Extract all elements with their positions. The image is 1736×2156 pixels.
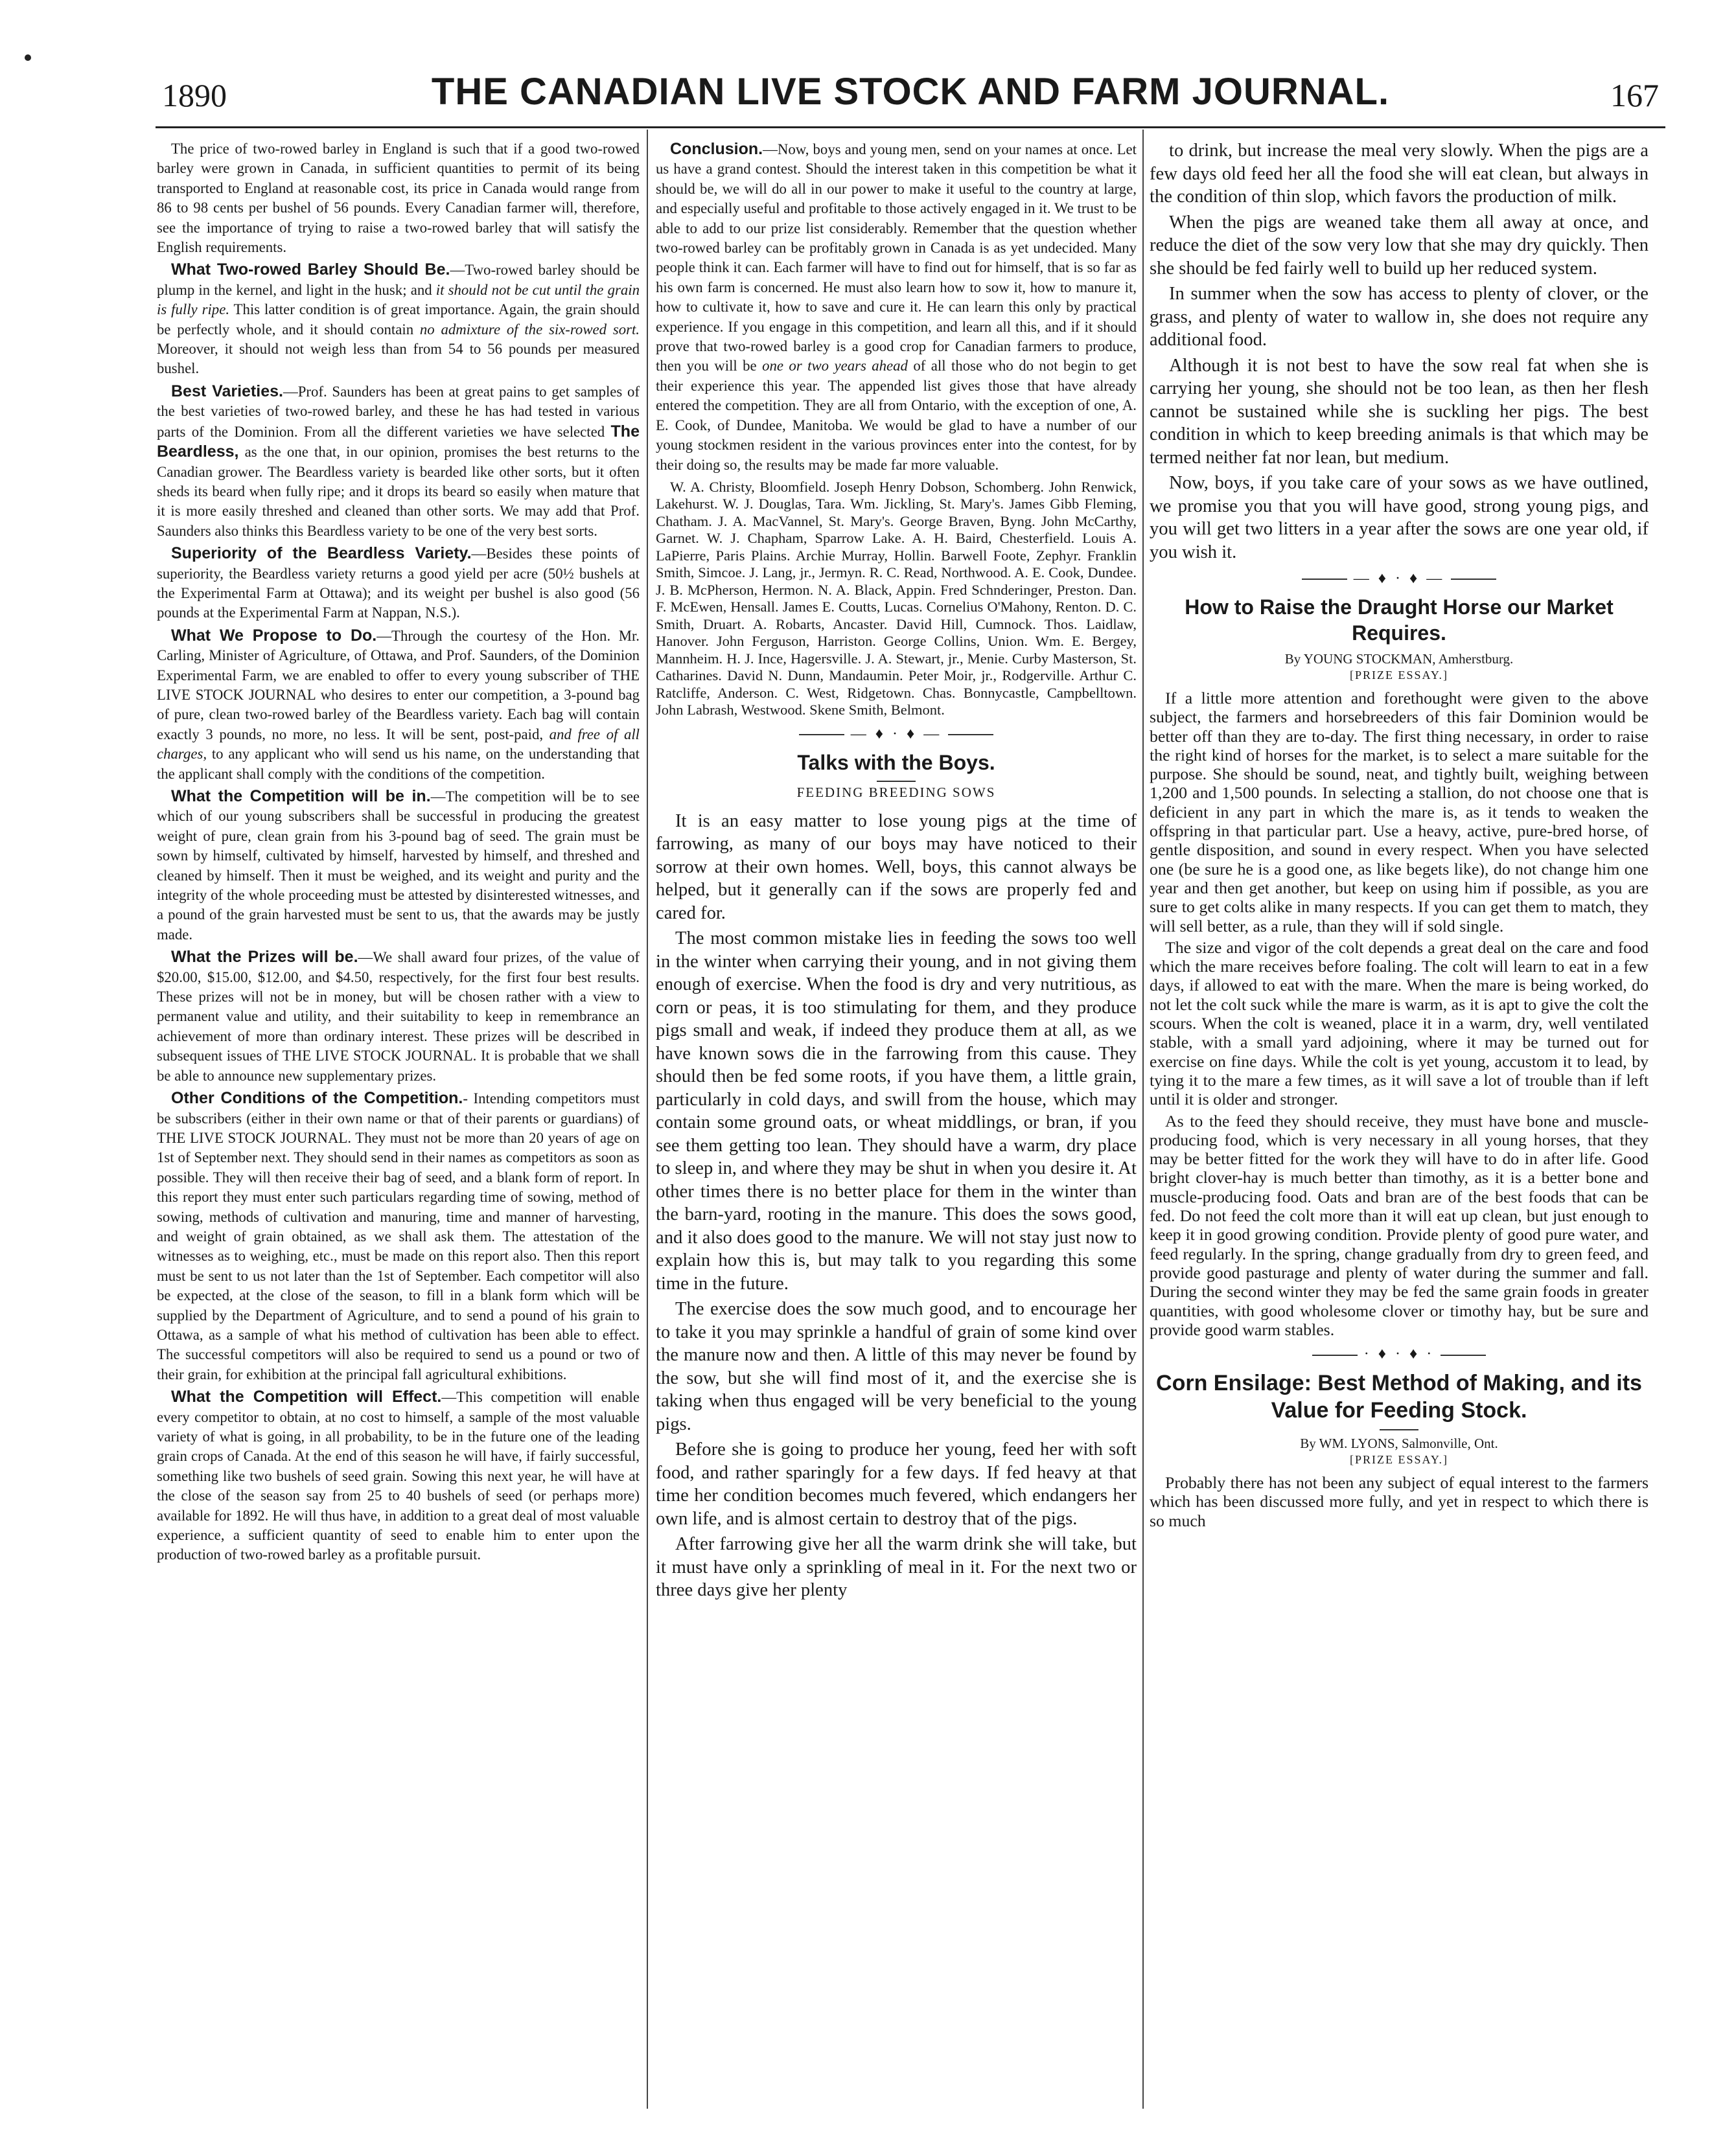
page-number: 167 bbox=[1610, 77, 1659, 113]
section-heading: What We Propose to Do. bbox=[171, 626, 377, 645]
header-rule bbox=[156, 126, 1665, 128]
title-rule bbox=[1380, 1429, 1418, 1430]
column-divider bbox=[1142, 130, 1144, 2109]
header-year: 1890 bbox=[162, 77, 227, 113]
article-paragraph: After farrowing give her all the warm drink she will take, but it must have only a sprinkling of meal in it. For the next two or three days give her plenty bbox=[656, 1534, 1137, 1601]
section-paragraph: What the Competition will be in.—The competition will be to see which of our young subscribers shall be successful in producing the greatest weight of pure, clean grain from his 3-pound bag of seed. The grain must be sown by himself, cultivated by himself, harvested by himself, and threshed and cleaned by himself. Then it must be weighed, and its weight and purity and the integrity of the whole proceeding must be attested by disinterested witnesses, and a pound of the grain harvested must be sent to us, that the awards may be justly made. bbox=[157, 787, 640, 943]
article-paragraph: Before she is going to produce her young, feed her with soft food, and rather sparingly for a few days. If fed heavy at that time her condition becomes much fevered, which endangers her own life, and is almost certain to destroy that of the pigs. bbox=[656, 1439, 1137, 1529]
article-title: Talks with the Boys. bbox=[797, 750, 995, 774]
article-paragraph: Probably there has not been any subject of equal interest to the farmers which has been discussed more fully, and yet in respect to which there is so much bbox=[1150, 1473, 1649, 1530]
section-paragraph: What Two-rowed Barley Should Be.—Two-rowed barley should be plump in the kernel, and light in the husk; and it should not be cut until the grain is fully ripe. This latter condition is of great importance. Again, the grain should be perfectly whole, and it should contain no admixture of the six-rowed sort. Moreover, it should not weigh less than from 54 to 56 pounds per measured bushel. bbox=[157, 260, 640, 377]
section-paragraph: What We Propose to Do.—Through the courtesy of the Hon. Mr. Carling, Minister of Agriculture, of Ottawa, and Prof. Saunders, of the Dominion Experimental Farm, we are enabled to offer to every young subscriber of THE LIVE STOCK JOURNAL who desires to enter our competition, a 3-pound bag of pure, clean two-rowed barley of the Beardless variety. Each bag will contain exactly 3 pounds, no more, no less. It will be sent, post-paid, and free of all charges, to any applicant who will send us his name, on the understanding that the applicant shall comply with the conditions of the competition. bbox=[157, 626, 640, 782]
article-paragraph: to drink, but increase the meal very slowly. When the pigs are a few days old feed her all the food she will eat clean, but always in the condition of thin slop, which favors the production of milk. bbox=[1150, 141, 1649, 207]
article-title: How to Raise the Draught Horse our Market Requires. bbox=[1185, 595, 1614, 645]
section-heading: Superiority of the Beardless Variety. bbox=[171, 544, 472, 563]
section-heading: What the Prizes will be. bbox=[171, 948, 358, 967]
article-paragraph: When the pigs are weaned take them all away at once, and reduce the diet of the sow very low that she may dry quickly. Then she should be fed fairly well to build up her reduced system. bbox=[1150, 212, 1649, 279]
section-paragraph: Best Varieties.—Prof. Saunders has been at great pains to get samples of the best varieties of two-rowed barley, and these he has had tested in various parts of the Dominion. From all the different varieties we have selected The Beardless, as the one that, in our opinion, promises the best returns to the Canadian grower. The Beardless variety is bearded like other sorts, but it often sheds its beard when fully ripe; and it drops its beard so easily when mature that it is more easily threshed and cleaned than other sorts. We may add that Prof. Saunders also thinks this Beardless variety to be one of the very best sorts. bbox=[157, 382, 640, 539]
section-heading: Best Varieties. bbox=[171, 382, 283, 400]
column-3 bbox=[1150, 139, 1649, 2105]
page-header bbox=[162, 70, 1659, 123]
section-separator: — ♦ · ♦ — bbox=[1150, 570, 1649, 588]
section-paragraph: Superiority of the Beardless Variety.—Besides these points of superiority, the Beardless variety returns a good yield per acre (50½ bushels at the Experimental Farm at Ottawa); and its weight per bushel is also good (56 pounds at the Experimental Farm at Nappan, N.S.). bbox=[157, 544, 640, 621]
section-paragraph: What the Competition will Effect.—This competition will enable every competitor to obtain, at no cost to himself, a sample of the most valuable variety of what is going, in all probability, to be in the future one of the leading grain crops of Canada. At the end of this season he will have, if fairly successful, something like two bushels of seed grain. Sowing this next year, he will have at the close of the season say from 25 to 40 bushels of seed (or perhaps more) available for 1892. He will thus have, in addition to a great deal of most valuable experience, a sufficient quantity of seed to enable him to enter upon the production of two-rowed barley as a profitable pursuit. bbox=[157, 1388, 640, 1563]
section-separator: — ♦ · ♦ — bbox=[656, 726, 1137, 743]
section-heading: What the Competition will be in. bbox=[171, 787, 431, 805]
title-rule bbox=[877, 781, 916, 782]
column-divider bbox=[647, 130, 648, 2109]
article-paragraph: The size and vigor of the colt depends a great deal on the care and food which the mare receives before foaling. The colt will learn to eat in a few days, if allowed to eat with the mare. When the mare is being worked, do not let the colt suck while the mare is warm, as it is apt to give the colt the scours. When the colt is weaned, place it in a warm, dry, well ventilated stable, with a small yard adjoining, where it may be turned out for exercise on fine days. While the colt is yet young, accustom it to lead, by tying it to the mare a few times, as it will save a lot of trouble than if left until it is older and stronger. bbox=[1150, 937, 1649, 1109]
stray-ink-mark bbox=[25, 54, 31, 61]
article-paragraph: It is an easy matter to lose young pigs at the time of farrowing, as many of our boys may have noticed to their sorrow at their own homes. Well, boys, this cannot always be helped, but it generally can if the sows are properly fed and cared for. bbox=[656, 810, 1137, 923]
section-heading: Conclusion. bbox=[670, 140, 763, 158]
section-paragraph: Other Conditions of the Competition.- Intending competitors must be subscribers (either in their own name or that of their parents or guardians) of THE LIVE STOCK JOURNAL. They must not be more than 20 years of age on 1st of September next. They should send in their names as competitors as soon as possible. They will then receive their bag of seed, and a blank form of report. In this report they must enter such particulars regarding time of sowing, method of sowing, methods of cultivation and manuring, time and manner of harvesting, and weight of grain obtained, as we shall ask them. The attestation of the witnesses as to weighing, etc., must be made on this report also. Then this report must be sent to us not later than the 1st of September. Each competitor will also be expected, at the close of the season, to fill in a blank form which will be supplied by the Department of Agriculture, and to send a pound of his grain to Ottawa, as a sample of what his method of cultivation has been able to effect. The successful competitors will also be required to send us a pound or two of their grain, for exhibition at the principal fall agricultural exhibitions. bbox=[157, 1089, 640, 1382]
article-paragraph: The exercise does the sow much good, and to encourage her to take it you may sprinkle a handful of grain of some kind over the manure now and then. A little of this may never be found by the sow, but she will find most of it, and the exercise she is taking when thus engaged will be very beneficial to the young pigs. bbox=[656, 1299, 1137, 1434]
section-paragraph: What the Prizes will be.—We shall award four prizes, of the value of $20.00, $15.00, $12.00, and $4.50, respectively, for the first four best results. These prizes will not be in money, but will be chosen rather with a view to permanent value and utility, and their suitability to keep in remembrance an achievement of more than ordinary interest. These prizes will be described in subsequent issues of THE LIVE STOCK JOURNAL. It is probable that we shall be able to announce new supplementary prizes. bbox=[157, 948, 640, 1084]
prize-essay-note: [PRIZE ESSAY.] bbox=[1349, 669, 1449, 682]
section-paragraph: Conclusion.—Now, boys and young men, send on your names at once. Let us have a grand contest. Should the interest taken in this competition be what it should be, we will do all in our power to make it useful to the country at large, and especially useful and profitable to those actively engaged in it. We trust to be able to add to our prize list considerably. Remember that the question whether two-rowed barley can be profitably grown in Canada is as yet undecided. Many people think it can. Each farmer will have to find out for himself, that is so far as his own farm is concerned. He must also learn how to sow it, how to manure it, how to cultivate it, how to save and cure it. He can learn this only by practical experience. If you engage in this competition, and learn all this, and if it should prove that two-rowed barley is a good crop for Canadian farmers to produce, then you will be one or two years ahead of all those who do not begin to get their experience this year. The appended list gives those that have already entered the competition. They are all from Ontario, with the exception of one, A. E. Cook, of Dundee, Manitoba. We would be glad to have a number of our young stockmen resident in the various provinces enter into the contest, for by their doing so, the results may be made far more valuable. bbox=[656, 140, 1137, 473]
article-paragraph: Although it is not best to have the sow real fat when she is carrying her young, she should not be too lean, as then her flesh cannot be sustained while she is suckling her pigs. The best condition in which to keep breeding animals is that which may be termed neither fat nor lean, but medium. bbox=[1150, 355, 1649, 468]
prize-essay-note: [PRIZE ESSAY.] bbox=[1349, 1453, 1449, 1467]
column-1 bbox=[157, 139, 640, 2105]
section-separator: · ♦ · ♦ · bbox=[1150, 1346, 1649, 1363]
article-paragraph: In summer when the sow has access to plenty of clover, or the grass, and plenty of water to wallow in, she does not require any additional food. bbox=[1150, 284, 1649, 350]
article-paragraph: If a little more attention and forethought were given to the above subject, the farmers and horsebreeders of this fair Dominion would be better off than they are to-day. The first thing necessary, in order to raise the right kind of horses for the market, is to select a mare suitable for the purpose. She should be sound, neat, and tightly built, weighing between 1,200 and 1,500 pounds. In selecting a stallion, do not choose one that is deficient in any part in which the mare is, as it tends to weaken the offspring in that particular part. Use a heavy, active, pure-bred horse, of gentle disposition, and sound in every respect. When you have selected one (be sure he is a good one, as like begets like), do not change him one year and then get another, but keep on using him if possible, as you are sure to get colts alike in many respects. If you can get them to match, they will sell better, as a rule, than they will if sold single. bbox=[1150, 689, 1649, 935]
article-paragraph: The most common mistake lies in feeding the sows too well in the winter when carrying their young, and in not giving them enough of exercise. When the food is dry and very nutritious, as corn or peas, it is too stimulating for them, and they produce pigs small and weak, if indeed they produce them at all, as we have known sows die in the farrowing from this cause. They should then be fed some roots, if you have them, a little grain, particularly in cold days, and swill from the house, which may contain some ground oats, or wheat middlings, or bran, if you see them getting too lean. They should have a warm, dry place to sleep in, and where they may be shut in when you desire it. At other times there is no better place for them in the winter than the barn-yard, rooting in the manure. This does the sows good, and it also does good to the manure. We will not stay just now to explain how this is, but may talk to you regarding this some time in the future. bbox=[656, 928, 1137, 1294]
entrants-list: W. A. Christy, Bloomfield. Joseph Henry Dobson, Schomberg. John Renwick, Lakehurst. W. J. Douglas, Tara. Wm. Jickling, St. Mary's. James Gibb Fleming, Chatham. J. A. MacVannel, St. Mary's. George Braven, Byng. John McCarthy, Garnet. W. J. Chapham, Sparrow Lake. A. H. Baird, Chesterfield. Louis A. LaPierre, Paris Plains. Archie Murray, Hollin. Barwell Foote, Zephyr. Franklin Smith, Simcoe. J. Lang, jr., Jermyn. R. C. Read, Northwood. A. E. Cook, Dundee. J. B. McPherson, Hermon. N. A. Black, Appin. Fred Schnderinger, Preston. Dan. F. McEwen, Hensall. James E. Coutts, Lucas. Cornelius O'Mahony, Renton. D. C. Smith, Druart. A. Robarts, Ancaster. David Hill, Cumnock. Thos. Laidlaw, Hanover. John Ferguson, Harriston. George Collins, Union. Wm. E. Bergey, Mannheim. H. J. Ince, Hagersville. J. A. Stewart, jr., Menie. Curby Masterson, St. Catharines. David N. Dunn, Mandaumin. Peter Moir, jr., Rodgerville. Arthur C. Ratcliffe, Anderson. C. West, Ridgetown. Chas. Bonnycastle, Campbelltown. John Labrash, Westwood. Skene Smith, Belmont. bbox=[656, 478, 1137, 718]
article-subtitle: FEEDING BREEDING SOWS bbox=[796, 784, 996, 800]
article-byline: By WM. LYONS, Salmonville, Ont. bbox=[1300, 1436, 1498, 1452]
intro-paragraph: The price of two-rowed barley in England is such that if a good two-rowed barley were grown in Canada, in sufficient quantities to permit of its being transported to England at reasonable cost, its price in Canada would range from 86 to 98 cents per bushel of 56 pounds. Every Canadian farmer will, therefore, see the importance of trying to raise a two-rowed barley that will satisfy the English requirements. bbox=[157, 141, 640, 256]
article-paragraph: As to the feed they should receive, they must have bone and muscle-producing food, which is very necessary in all young horses, that they may be better fitted for the work they will have to do in after life. Good bright clover-hay is much better than timothy, as it is a better bone and muscle-producing food. Oats and bran are of the best foods that can be fed. Do not feed the colt more than it will eat up clean, but just enough to keep it in good growing condition. Provide plenty of good pure water, and feed regularly. In the spring, change gradually from dry to green feed, and provide good pasturage and plenty of water during the summer and fall. During the second winter they may be fed the same grain foods in greater quantities, with good wholesome clover or timothy hay, but be sure and provide good warm stables. bbox=[1150, 1111, 1649, 1339]
section-heading: What Two-rowed Barley Should Be. bbox=[171, 260, 450, 279]
section-heading: Other Conditions of the Competition. bbox=[171, 1089, 463, 1108]
article-title: Corn Ensilage: Best Method of Making, and its Value for Feeding Stock. bbox=[1156, 1371, 1642, 1423]
section-heading: What the Competition will Effect. bbox=[171, 1388, 442, 1406]
column-2 bbox=[656, 139, 1137, 2105]
article-paragraph: Now, boys, if you take care of your sows as we have outlined, we promise you that you will have good, strong young pigs, and you will get two litters in a year after the sows are one year old, if you wish it. bbox=[1150, 473, 1649, 562]
journal-title: THE CANADIAN LIVE STOCK AND FARM JOURNAL. bbox=[431, 71, 1390, 113]
article-byline: By YOUNG STOCKMAN, Amherstburg. bbox=[1284, 651, 1514, 667]
